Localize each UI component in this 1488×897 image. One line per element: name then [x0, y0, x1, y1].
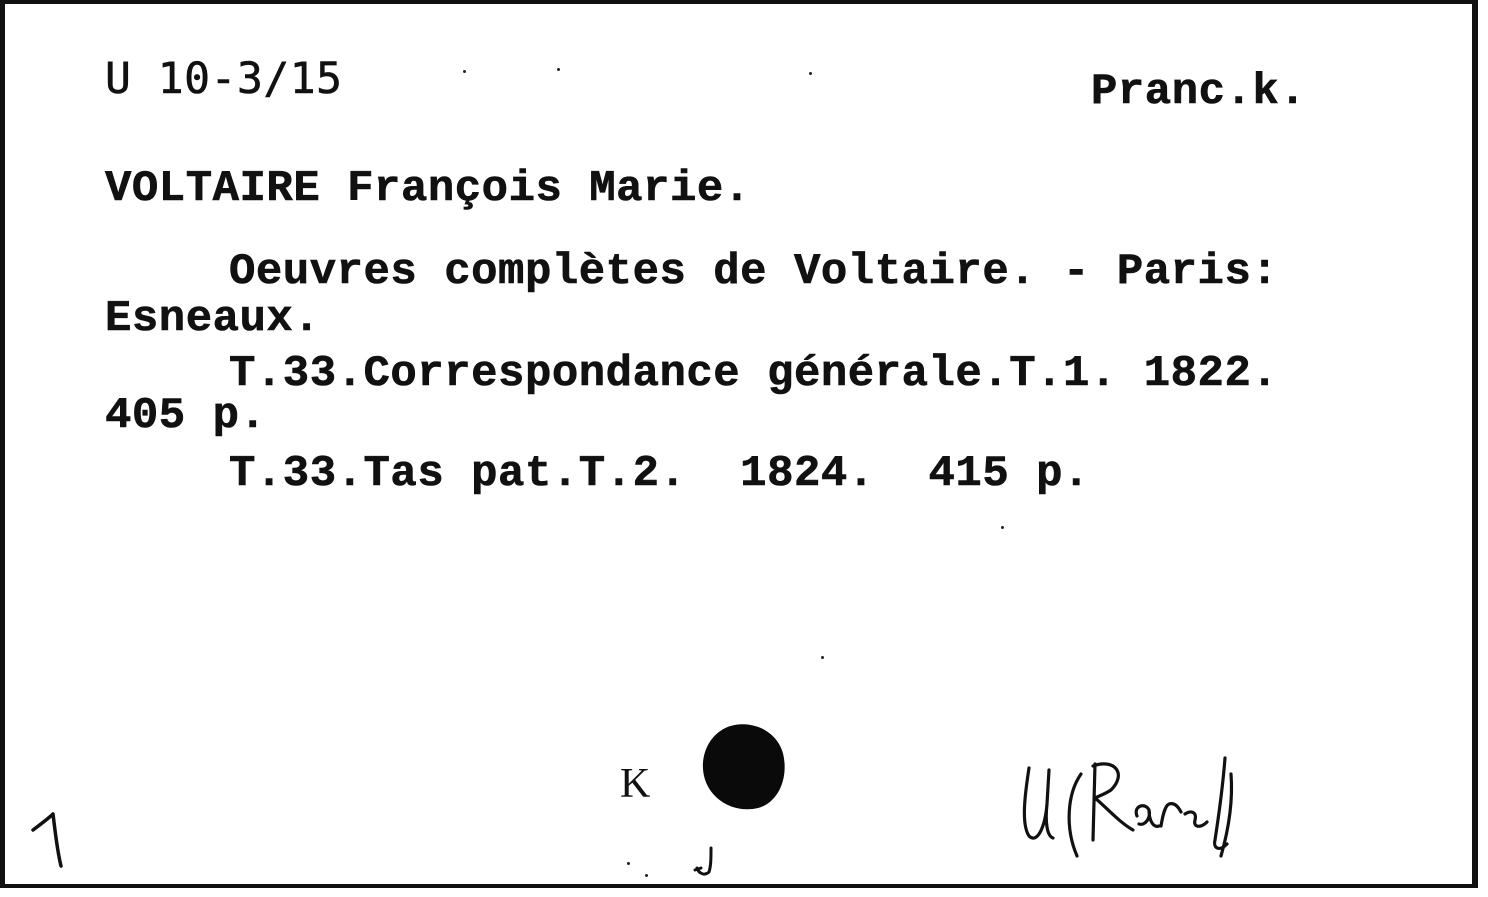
volume-1-line-1: T.33.Correspondance générale.T.1. 1822. — [229, 349, 1279, 399]
speck — [627, 862, 630, 865]
call-number: U 10-3/15 — [105, 54, 343, 104]
classification-code: Pranc.k. — [1091, 67, 1307, 117]
speck — [821, 656, 824, 659]
speck — [809, 72, 812, 75]
speck — [1001, 526, 1004, 529]
title-line-2: Esneaux. — [105, 294, 321, 344]
speck — [557, 68, 560, 71]
author-heading: VOLTAIRE François Marie. — [105, 164, 751, 214]
punch-hole — [695, 716, 793, 817]
speck — [645, 874, 648, 877]
handwritten-note — [1015, 744, 1255, 864]
volume-1-line-2: 405 p. — [105, 391, 267, 441]
margin-number — [27, 810, 67, 870]
speck — [463, 70, 466, 73]
volume-2-line: T.33.Tas pat.T.2. 1824. 415 p. — [229, 449, 1090, 499]
pencil-tick-mark — [691, 844, 721, 880]
stamp-letter: K — [620, 761, 651, 807]
title-line-1: Oeuvres complètes de Voltaire. - Paris: — [229, 247, 1279, 297]
